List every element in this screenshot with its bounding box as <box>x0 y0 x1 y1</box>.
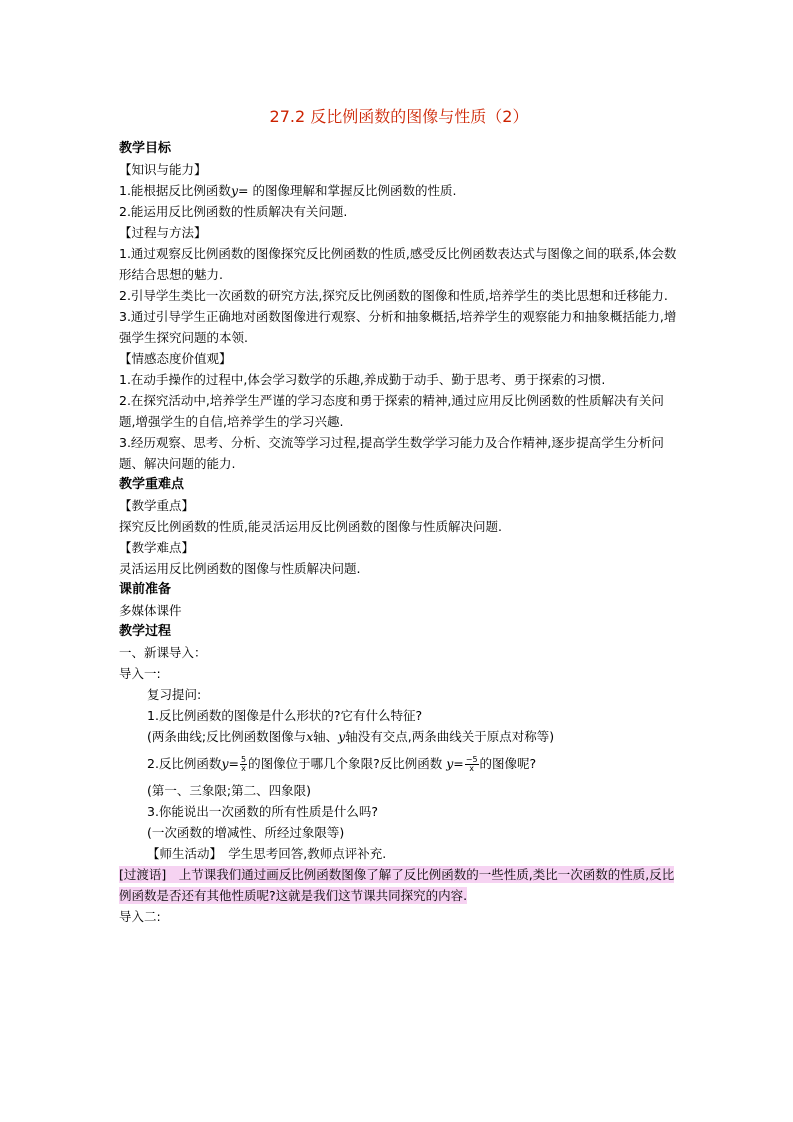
question-2: 2.反比例函数y= $\frac{5}{x}$ 的图像位于哪几个象限?反比例函数 y= $\frac{-5}{x}$ 的图像呢? <box>147 755 537 773</box>
intro-one-label: 导入一: <box>119 666 161 681</box>
question-1: 1.反比例函数的图像是什么形状的?它有什么特征? <box>147 708 423 723</box>
difficulty-text: 灵活运用反比例函数的图像与性质解决问题. <box>119 561 361 576</box>
fraction-neg-five-over-x: $\frac{-5}{x}$ <box>465 755 478 773</box>
knowledge-item-1: 1.能根据反比例函数y= 的图像理解和掌握反比例函数的性质. <box>119 183 457 198</box>
process-item-1: 1.通过观察反比例函数的图像探究反比例函数的性质,感受反比例函数表达式与图像之间的联系,体会数形结合思想的魅力. <box>119 246 677 282</box>
teacher-student-activity: 【师生活动】 学生思考回答,教师点评补充. <box>147 846 387 861</box>
intro-two-label: 导入二: <box>119 909 161 924</box>
subheading-focus: 【教学重点】 <box>119 498 195 513</box>
transition-paragraph <box>119 864 679 906</box>
document-page <box>119 104 679 927</box>
process-item-3: 3.通过引导学生正确地对函数图像进行观察、分析和抽象概括,培养学生的观察能力和抽象概括能力,增强学生探究问题的本领. <box>119 309 677 345</box>
focus-text: 探究反比例函数的性质,能灵活运用反比例函数的图像与性质解决问题. <box>119 519 502 534</box>
preparation-text: 多媒体课件 <box>119 603 182 618</box>
subheading-knowledge: 【知识与能力】 <box>119 162 207 177</box>
emotion-item-1: 1.在动手操作的过程中,体会学习数学的乐趣,养成勤于动手、勤于思考、勇于探索的习惯. <box>119 372 606 387</box>
fraction-five-over-x: $\frac{5}{x}$ <box>240 755 247 773</box>
emotion-item-2: 2.在探究活动中,培养学生严谨的学习态度和勇于探索的精神,通过应用反比例函数的性质解决有关问题,增强学生的自信,培养学生的学习兴趣. <box>119 393 664 429</box>
knowledge-item-2: 2.能运用反比例函数的性质解决有关问题. <box>119 204 348 219</box>
process-item-2: 2.引导学生类比一次函数的研究方法,探究反比例函数的图像和性质,培养学生的类比思想和迁移能力. <box>119 288 668 303</box>
subheading-difficulty: 【教学难点】 <box>119 540 195 555</box>
emotion-item-3: 3.经历观察、思考、分析、交流等学习过程,提高学生数学学习能力及合作精神,逐步提高学生分析问题、解决问题的能力. <box>119 435 664 471</box>
answer-2: (第一、三象限;第二、四象限) <box>147 783 311 798</box>
transition-highlight: [过渡语] 上节课我们通过画反比例函数图像了解了反比例函数的一些性质,类比一次函数的性质,反比例函数是否还有其他性质呢?这就是我们这节课共同探究的内容. <box>119 867 675 903</box>
heading-goals: 教学目标 <box>119 141 172 156</box>
heading-procedure: 教学过程 <box>119 624 172 639</box>
question-3: 3.你能说出一次函数的所有性质是什么吗? <box>147 804 379 819</box>
heading-preparation: 课前准备 <box>119 582 172 597</box>
heading-key-points: 教学重难点 <box>119 477 185 492</box>
answer-1: (两条曲线;反比例函数图像与x轴、y轴没有交点,两条曲线关于原点对称等) <box>147 729 555 744</box>
subheading-emotion: 【情感态度价值观】 <box>119 351 232 366</box>
review-label: 复习提问: <box>147 687 202 702</box>
section-new-lesson: 一、新课导入： <box>119 645 207 660</box>
page-title: 27.2 反比例函数的图像与性质（2） <box>269 107 529 126</box>
answer-3: (一次函数的增减性、所经过象限等) <box>147 825 345 840</box>
subheading-process: 【过程与方法】 <box>119 225 207 240</box>
